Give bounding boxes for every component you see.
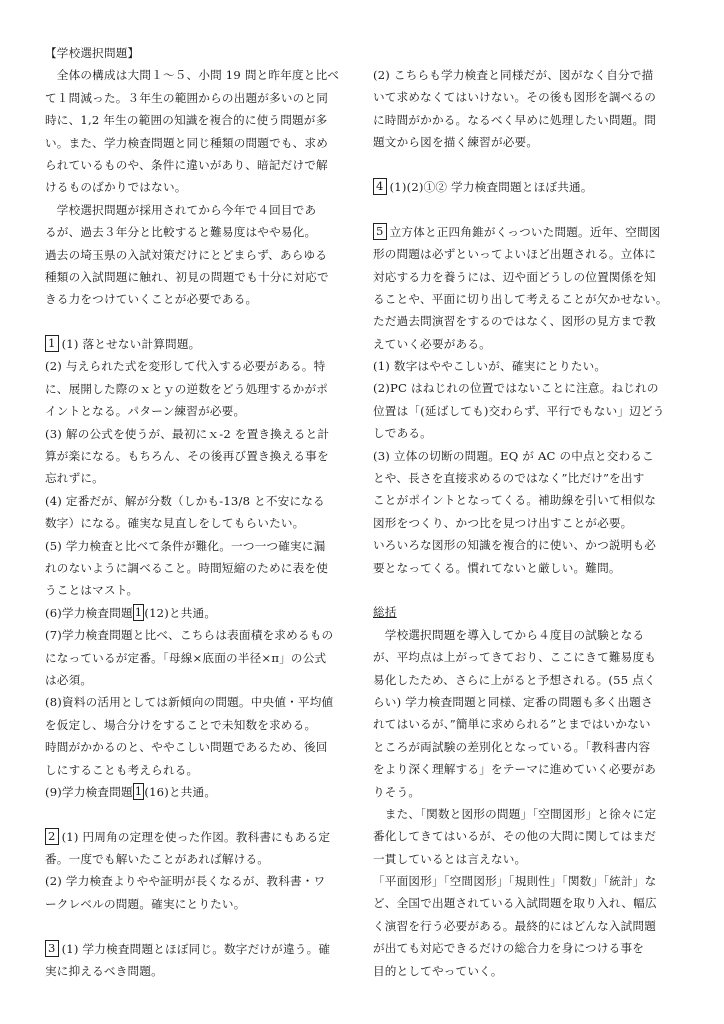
text-line: 形の問題は必ずといってよいほど出題される。立体に xyxy=(373,247,657,262)
text-line: ることや、平面に切り出して考えることが欠かせない。 xyxy=(373,291,668,306)
right-column xyxy=(373,64,689,982)
question-1-section xyxy=(45,333,353,803)
question-number-box: 4 xyxy=(373,178,387,195)
question-3-continued xyxy=(373,64,689,154)
text-line: 「平面図形」「空間図形」「規則性」「関数」「統計」な xyxy=(373,874,657,889)
text-line: く演習を行う必要がある。最終的にはどんな入試問題 xyxy=(373,918,657,933)
text-line xyxy=(45,781,353,803)
text-line: りそう。 xyxy=(373,784,421,799)
summary-heading: 総括 xyxy=(373,605,397,620)
text-line: 時に、1,2 年生の範囲の知識を複合的に使う問題が多 xyxy=(45,113,328,128)
text-line: るが、過去３年分と比較すると難易度はやや易化。 xyxy=(45,225,317,240)
text-line: 時間がかかるのと、ややこしい問題であるため、後回 xyxy=(45,740,328,755)
text-line: 一貫しているとは言えない。 xyxy=(373,851,527,866)
text-line: ど、全国で出題されている入試問題を取り入れ、幅広 xyxy=(373,896,657,911)
text-line: とや、長さを直接求めるのではなく”比だけ”を出す xyxy=(373,471,645,486)
text-line: (2) こちらも学力検査と同様だが、図がなく自分で描 xyxy=(373,68,654,82)
text-line: に時間がかかる。なるべく早めに処理したい問題。問 xyxy=(373,112,657,127)
text-line: が、平均点は上がってきており、ここにきて難易度も xyxy=(373,650,657,665)
question-1-first-line xyxy=(45,333,353,355)
text-line: れのないように調べること。時間短縮のために表を使 xyxy=(45,560,329,575)
text-line: いろいろな図形の知識を複合的に使い、かつ説明も必 xyxy=(373,538,657,553)
text-line: (7)学力検査問題と比べ、こちらは表面積を求めるもの xyxy=(45,628,334,643)
text-line: らい) 学力検査問題と同様、定番の問題も多く出題さ xyxy=(373,694,653,709)
question-2-first-line xyxy=(45,826,353,848)
text-line: けるものばかりではない。 xyxy=(45,180,187,195)
text-line: 数字）になる。確実な見直しをしてもらいたい。 xyxy=(45,516,305,531)
text-line: 図形をつくり、かつ比を見つけ出すことが必要。 xyxy=(373,515,633,530)
question-2-section xyxy=(45,826,353,916)
text-line: きる力をつけていくことが必要である。 xyxy=(45,292,258,307)
text-line: 対応する力を養うには、辺や面どうしの位置関係を知 xyxy=(373,269,657,284)
text-line: 要となってくる。慣れてないと厳しい。難問。 xyxy=(373,560,621,575)
text-line: (1) 数字はややこしいが、確実にとりたい。 xyxy=(373,359,607,374)
text-span: (16)と共通。 xyxy=(144,784,217,799)
text-line: しにすることも考えられる。 xyxy=(45,762,199,777)
text-line: うことはマスト。 xyxy=(45,583,139,598)
text-line: 忘れずに。 xyxy=(45,471,104,486)
text-line: 過去の埼玉県の入試対策だけにとどまらず、あらゆる xyxy=(45,247,328,262)
question-number-box: 2 xyxy=(45,828,59,845)
question-number-box: 5 xyxy=(373,223,387,240)
text-line: 番。一度でも解いたことがあれば解ける。 xyxy=(45,852,270,867)
text-line: (2)PC はねじれの位置ではないことに注意。ねじれの xyxy=(373,381,659,396)
question-number-box: 1 xyxy=(134,604,143,619)
text-line: (2) 与えられた式を変形して代入する必要がある。特 xyxy=(45,359,326,374)
intro-paragraph xyxy=(45,64,353,310)
text-line: 題文から図を描く練習が必要。 xyxy=(373,135,539,150)
text-line: (5) 学力検査と比べて条件が難化。一つ一つ確実に漏 xyxy=(45,538,326,553)
question-5-first-line xyxy=(373,221,689,243)
text-line: をより深く理解する」をテーマに進めていく必要があ xyxy=(373,762,657,777)
text-line: (4) 定番だが、解が分数（しかも-13/8 と不安になる xyxy=(45,493,325,508)
text-line: 実に抑えるべき問題。 xyxy=(45,964,163,979)
text-line: られているものや、条件に違いがあり、暗記だけで解 xyxy=(45,157,328,172)
question-number-box: 1 xyxy=(134,783,143,798)
text-line: ただ過去問演習をするのではなく、図形の見方まで教 xyxy=(373,314,656,329)
text-span: (9)学力検査問題 xyxy=(45,784,133,799)
question-number-box: 1 xyxy=(45,335,59,352)
text-line: (3) 立体の切断の問題。EQ が AC の中点と交わるこ xyxy=(373,448,654,463)
text-line: て１問減った。３年生の範囲からの出題が多いのと同 xyxy=(45,90,329,105)
summary-section xyxy=(373,601,689,982)
text-span: (6)学力検査問題 xyxy=(45,605,133,620)
text-span: 立方体と正四角錐がくっついた問題。近年、空間図 xyxy=(389,224,661,239)
text-span: (1)(2)①② 学力検査問題とほぼ共通。 xyxy=(389,179,593,194)
left-column xyxy=(45,42,353,982)
text-line: になっているが定番。「母線×底面の半径×π」の公式 xyxy=(45,650,327,665)
question-3-first-line xyxy=(45,938,353,960)
text-line: は必須。 xyxy=(45,672,93,687)
text-line: 位置は「(延ばしても)交わらず、平行でもない」辺どう xyxy=(373,403,665,418)
text-line: を仮定し、場合分けをすることで未知数を求める。 xyxy=(45,717,317,732)
text-line: ことがポイントとなってくる。補助線を引いて相似な xyxy=(373,493,657,508)
text-line: しである。 xyxy=(373,426,432,441)
text-line: が出ても対応できるだけの総合力を身につける事を xyxy=(373,941,645,956)
text-line: 学校選択問題が採用されてから今年で４回目であ xyxy=(45,202,317,217)
text-line: に、展開した際のｘとｙの逆数をどう処理するかがポ xyxy=(45,381,329,396)
question-4-line xyxy=(373,176,689,198)
text-line: えていく必要がある。 xyxy=(373,336,491,351)
text-span: (1) 学力検査問題とほぼ同じ。数字だけが違う。確 xyxy=(61,941,331,956)
text-line: れてはいるが、”簡単に求められる”とまではいかない xyxy=(373,717,651,732)
text-line: 目的としてやっていく。 xyxy=(373,963,503,978)
text-line: (8)資料の活用としては新傾向の問題。中央値・平均値 xyxy=(45,695,334,710)
text-line: 算が楽になる。もちろん、その後再び置き換える事を xyxy=(45,449,329,464)
text-line xyxy=(45,602,353,624)
question-5-section xyxy=(373,221,689,579)
text-span: (12)と共通。 xyxy=(144,605,217,620)
question-4-section xyxy=(373,176,689,198)
text-line: いて求めなくてはいけない。その後も図形を調べるの xyxy=(373,90,657,105)
text-line: 学校選択問題を導入してから４度目の試験となる xyxy=(373,627,645,642)
section-heading: 【学校選択問題】 xyxy=(45,46,140,60)
question-3-section xyxy=(45,938,353,983)
text-line: (3) 解の公式を使うが、最初にｘ-2 を置き換えると計 xyxy=(45,426,330,441)
text-line: また、「関数と図形の問題」「空間図形」と徐々に定 xyxy=(373,806,657,821)
text-line: 易化したため、さらに上がると予想される。(55 点く xyxy=(373,672,656,687)
text-line: 番化してきてはいるが、その他の大問に関してはまだ xyxy=(373,829,657,844)
text-line: (2) 学力検査よりやや証明が長くなるが、教科書・ワ xyxy=(45,874,326,889)
text-span: (1) 円周角の定理を使った作図。教科書にもある定 xyxy=(61,829,331,844)
text-span: (1) 落とせない計算問題。 xyxy=(61,337,201,352)
text-line: ところが両試験の差別化となっている。「教科書内容 xyxy=(373,739,651,754)
question-number-box: 3 xyxy=(45,940,59,957)
text-line: 種類の入試問題に触れ、初見の問題でも十分に対応で xyxy=(45,269,329,284)
text-line: 全体の構成は大問１～５、小問 19 問と昨年度と比べ xyxy=(45,68,340,83)
text-line: い。また、学力検査問題と同じ種類の問題でも、求め xyxy=(45,135,329,150)
text-line: イントとなる。パターン練習が必要。 xyxy=(45,404,246,419)
text-line: ークレベルの問題。確実にとりたい。 xyxy=(45,896,246,911)
